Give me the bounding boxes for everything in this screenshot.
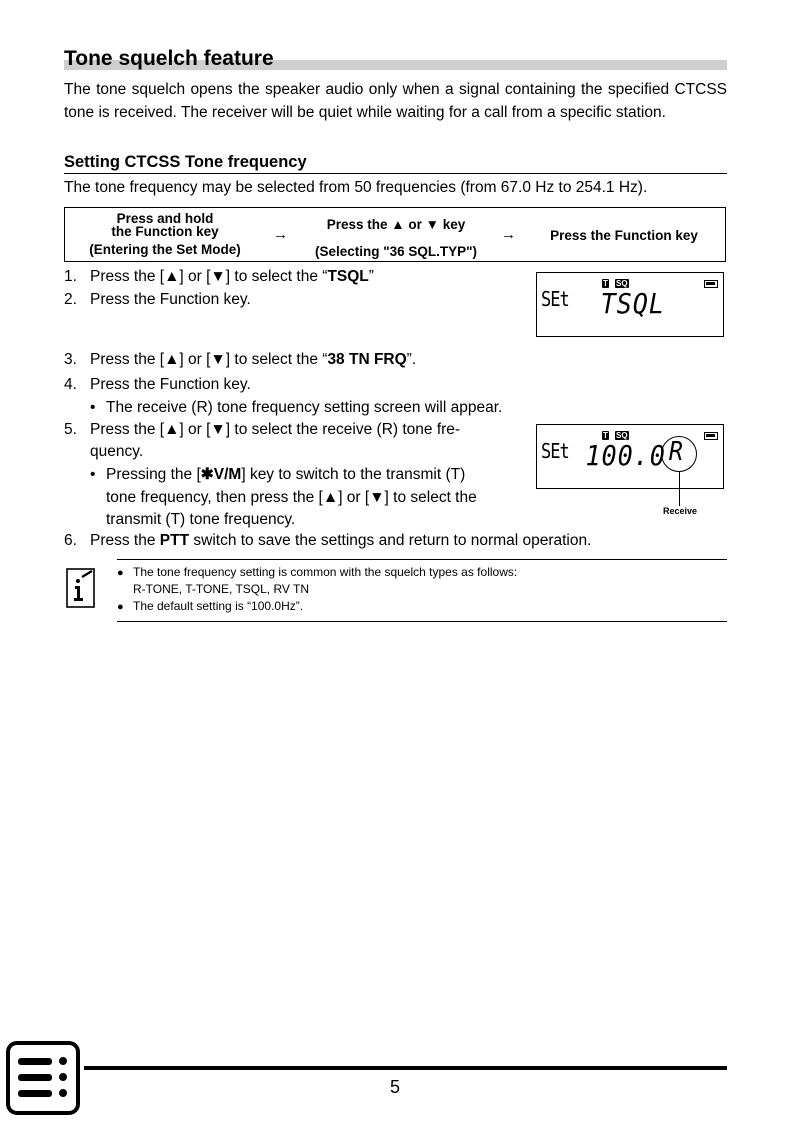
note-top-rule	[117, 559, 727, 560]
bullet-marker: •	[90, 466, 96, 483]
lcd-set-label: SEt	[541, 288, 569, 312]
section-intro: The tone frequency may be selected from 50 frequencies (from 67.0 Hz to 254.1 Hz).	[64, 179, 648, 196]
table-cell-step1	[75, 211, 255, 257]
procedure-table	[64, 207, 726, 262]
receive-mode-circle	[661, 436, 697, 472]
page-title: Tone squelch feature	[64, 47, 274, 70]
lcd-set-label: SEt	[541, 440, 569, 464]
note-item-2	[117, 598, 303, 616]
callout-line	[679, 471, 680, 506]
sq-indicator: SQ	[616, 431, 628, 440]
step-text-end: ”.	[406, 351, 417, 368]
bullet-text: The receive (R) tone frequency setting screen will appear.	[106, 399, 503, 416]
note-bullet: ●	[117, 601, 124, 613]
battery-icon	[704, 432, 718, 440]
info-note-icon	[66, 568, 96, 608]
step-2	[64, 289, 251, 311]
step-4-bullet	[90, 397, 502, 419]
menu-list-icon[interactable]	[6, 1041, 80, 1115]
arrow-2: →	[501, 226, 516, 243]
intro-paragraph: The tone squelch opens the speaker audio only when a signal containing the specified CTCSS tone is received. The receiver will be quiet while waiting for a call from a specific station.	[64, 81, 727, 121]
footer-rule	[84, 1066, 727, 1070]
step-6	[64, 530, 591, 552]
table-step1-line1: Press and hold	[116, 211, 214, 226]
section-heading: Setting CTCSS Tone frequency	[64, 151, 727, 174]
lcd-display-tsql	[536, 272, 724, 337]
step-5-bullet-line3: transmit (T) tone frequency.	[106, 511, 296, 528]
step-5-line2: quency.	[90, 443, 144, 460]
step-5-bullet-line2: tone frequency, then press the [▲] or [▼] to select the	[106, 489, 477, 506]
step-text: Press the [▲] or [▼] to select the “	[90, 351, 328, 368]
step-4	[64, 374, 251, 396]
step-number: 2.	[64, 291, 77, 308]
step-text: Press the	[90, 532, 160, 549]
step-text: Press the [▲] or [▼] to select the “	[90, 268, 328, 285]
arrow-1: →	[273, 226, 288, 243]
page-number: 5	[389, 1077, 400, 1097]
note-item-1-line2: R-TONE, T-TONE, TSQL, RV TN	[133, 582, 310, 596]
step-number: 6.	[64, 532, 77, 549]
step-number: 4.	[64, 376, 77, 393]
table-step1-line3: (Entering the Set Mode)	[89, 242, 241, 257]
bullet-key-text: ✱V/M	[200, 466, 242, 483]
table-cell-step2	[297, 217, 495, 259]
step-text-end: ”	[368, 268, 374, 285]
bullet-marker: •	[90, 399, 96, 416]
step-number: 3.	[64, 351, 77, 368]
lcd-value: 100.0	[585, 439, 666, 472]
step-key-text: PTT	[159, 532, 190, 549]
step-1	[64, 266, 374, 288]
bullet-text: Pressing the [	[106, 466, 201, 483]
note-bullet: ●	[117, 567, 124, 579]
note-item-1	[117, 564, 517, 582]
table-step1-line2: the Function key	[111, 224, 219, 239]
callout-label: Receive	[662, 506, 698, 516]
sq-indicator: SQ	[616, 279, 628, 288]
table-step2-line2: (Selecting "36 SQL.TYP")	[314, 244, 478, 259]
step-text-end: switch to save the settings and return to normal operation.	[189, 532, 592, 549]
table-step2-line1: Press the ▲ or ▼ key	[326, 217, 466, 232]
step-key-text: 38 TN FRQ	[327, 351, 407, 368]
t-indicator: T	[603, 279, 608, 288]
table-cell-step3: Press the Function key	[550, 228, 698, 243]
lcd-display-frequency	[536, 424, 724, 489]
step-key-text: TSQL	[327, 268, 369, 285]
note-text: The default setting is “100.0Hz”.	[133, 599, 304, 613]
t-indicator: T	[603, 431, 608, 440]
note-text: The tone frequency setting is common with the squelch types as follows:	[133, 565, 518, 579]
step-text: Press the Function key.	[90, 376, 251, 393]
step-5-bullet	[90, 464, 515, 486]
step-5	[64, 419, 514, 441]
bullet-text-end: ] key to switch to the transmit (T)	[241, 466, 466, 483]
step-text: Press the Function key.	[90, 291, 251, 308]
step-3	[64, 349, 416, 371]
step-number: 5.	[64, 421, 77, 438]
battery-icon	[704, 280, 718, 288]
note-bottom-rule	[117, 621, 727, 622]
step-text: Press the [▲] or [▼] to select the receive (R) tone fre-	[90, 421, 461, 438]
lcd-value: TSQL	[600, 287, 665, 320]
lcd-mode-indicator: R	[668, 437, 684, 467]
step-number: 1.	[64, 268, 77, 285]
